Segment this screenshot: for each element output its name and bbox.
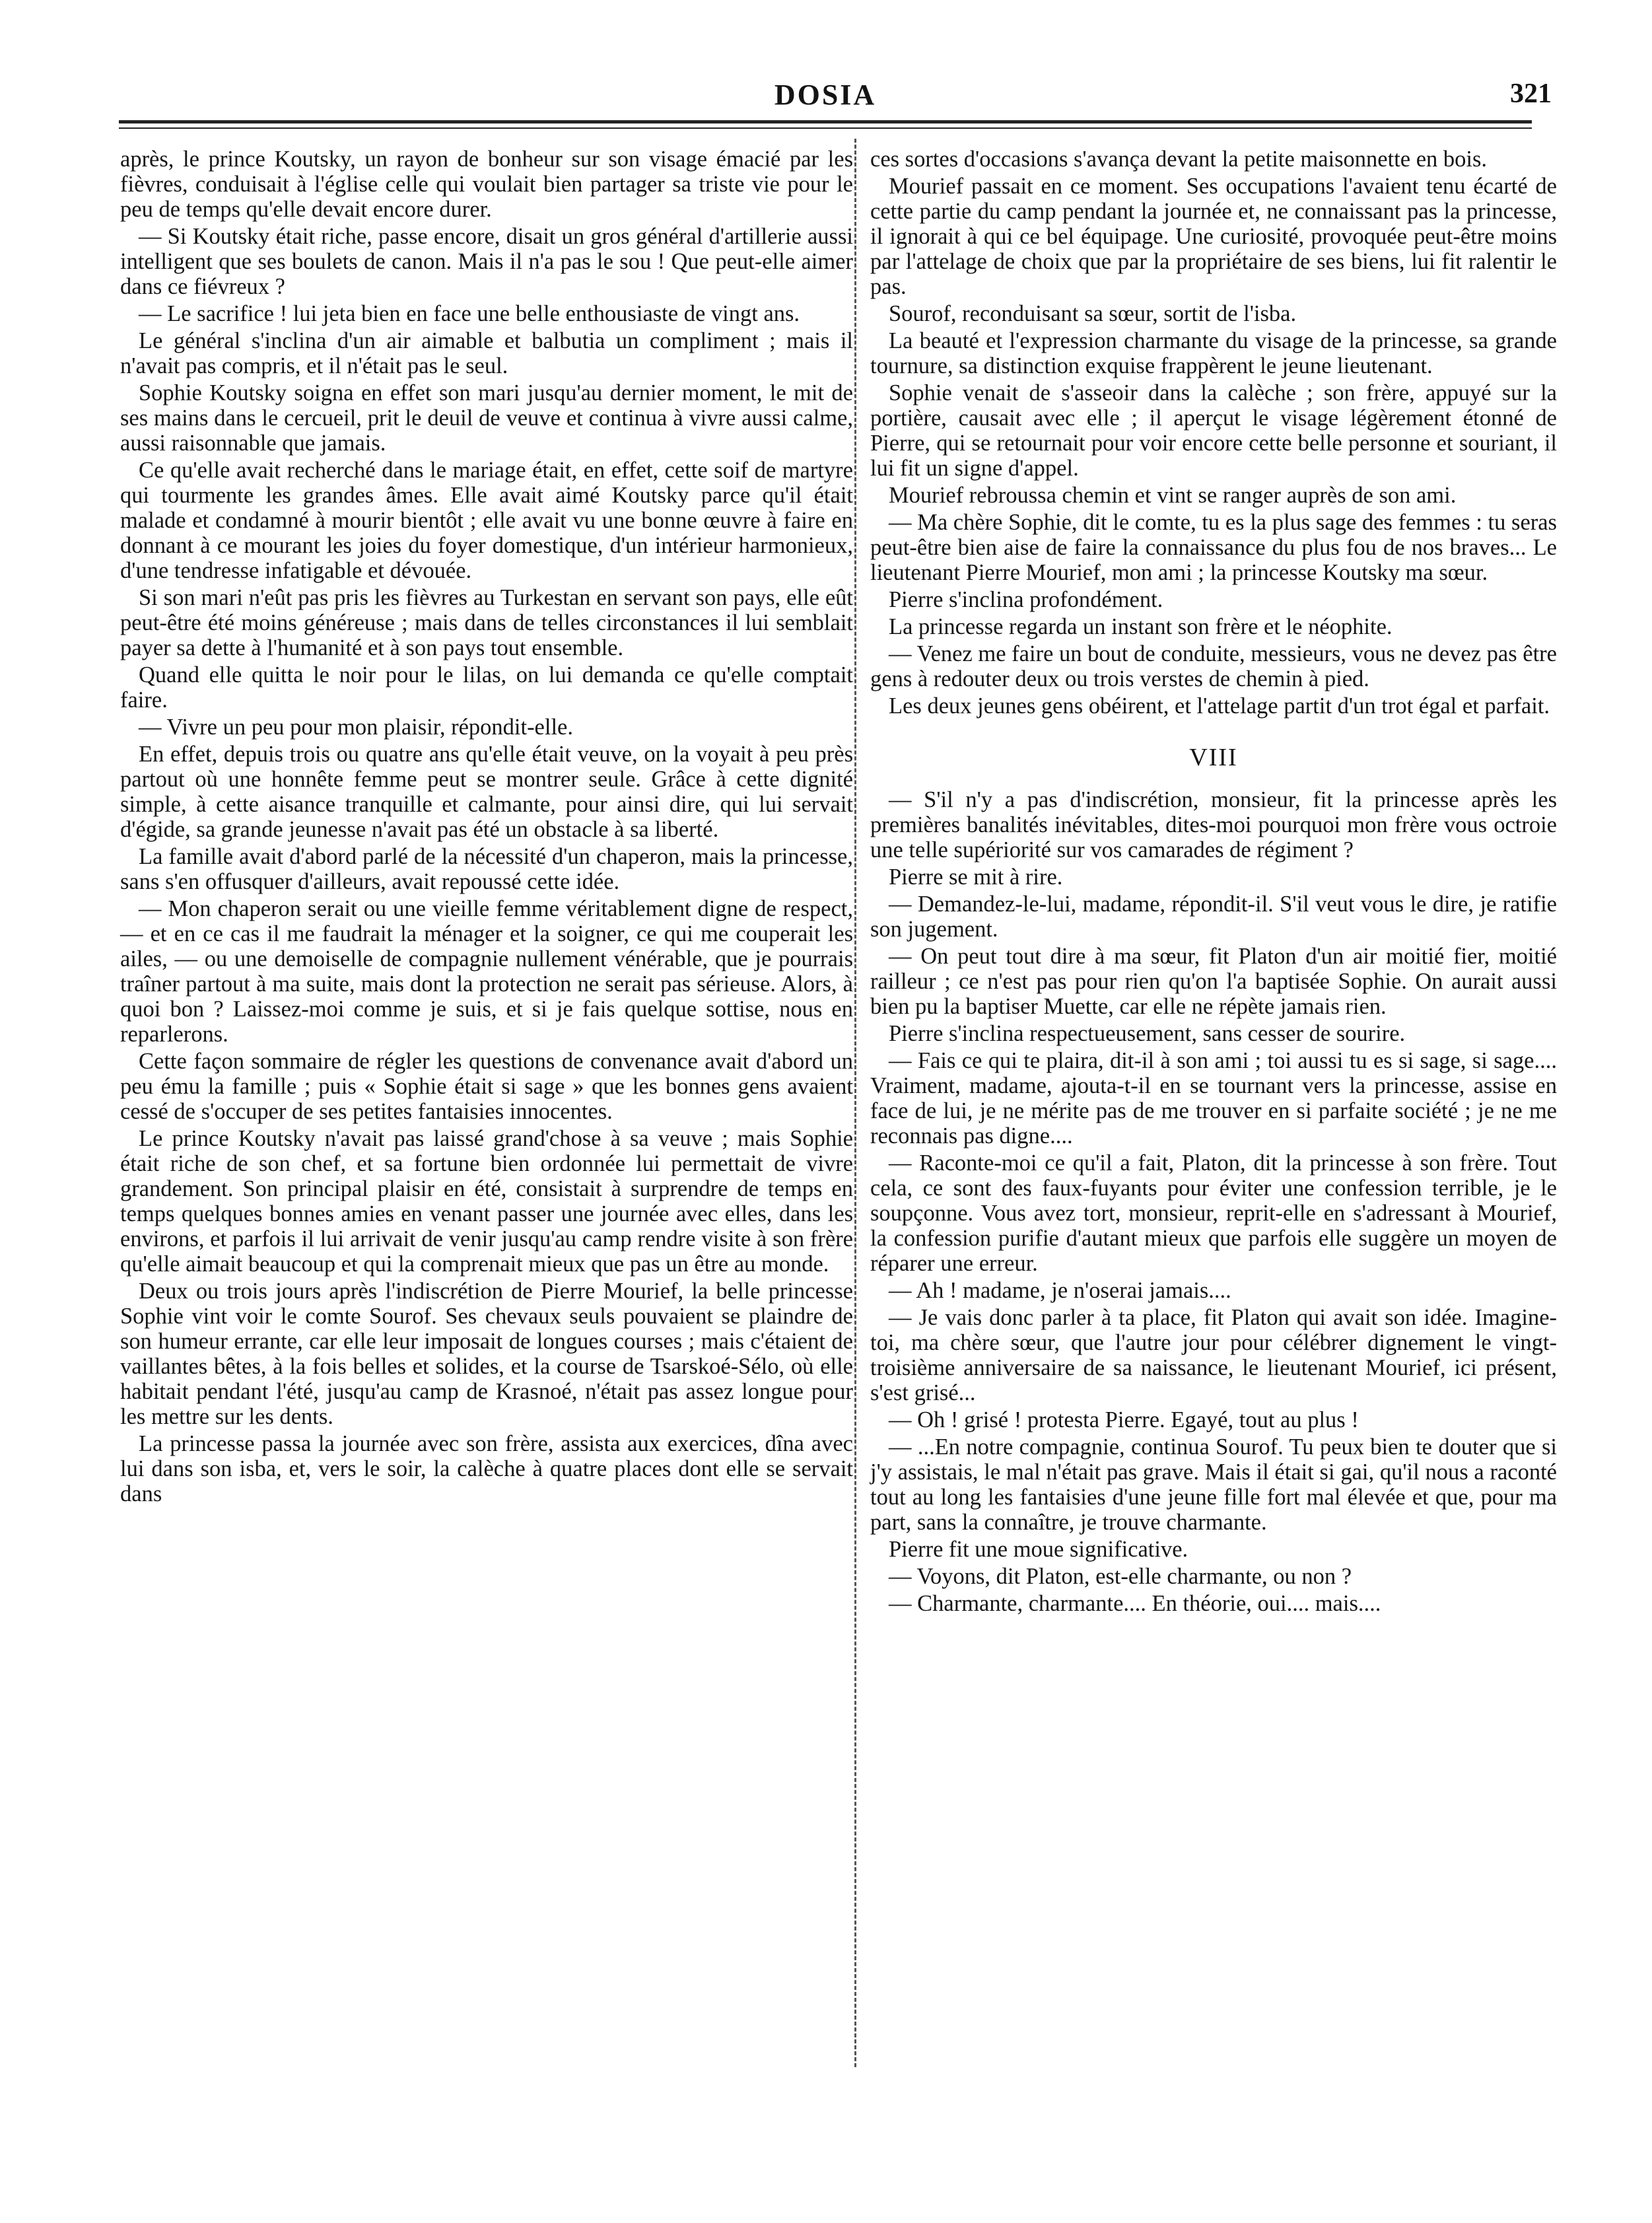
header-rule [119,120,1532,124]
paragraph: Pierre se mit à rire. [889,864,1063,890]
chapter-heading: VIII [1189,744,1238,771]
page-number: 321 [1510,79,1552,109]
paragraph: La princesse regarda un instant son frère et le néophite. [889,614,1393,639]
running-title: DOSIA [774,79,877,111]
paragraph: Sophie venait de s'asseoir dans la calèche ; son frère, appuyé sur la portière, causait avec elle ; il aperçut le visage légèrement étonné de Pierre, qui se retournait pour voir encore cette belle personne et souriant, il lui fit un signe d'appel. [870,380,1557,481]
paragraph: La famille avait d'abord parlé de la nécessité d'un chaperon, mais la princesse, sans s'en offusquer d'ailleurs, avait repoussé cette idée. [120,844,853,894]
paragraph: Le général s'inclina d'un air aimable et balbutia un compliment ; mais il n'avait pas compris, et il n'était pas le seul. [120,328,853,378]
left-column [120,147,853,1508]
paragraph: — S'il n'y a pas d'indiscrétion, monsieur, fit la princesse après les premières banalités inévitables, dites-moi pourquoi mon frère vous octroie une telle supériorité sur vos camarades de régiment ? [870,787,1557,863]
paragraph: Le prince Koutsky n'avait pas laissé grand'chose à sa veuve ; mais Sophie était riche de son chef, et sa fortune bien ordonnée lui permettait de vivre grandement. Son principal plaisir en été, consistait à surprendre de temps en temps quelques bonnes amies en venant passer une journée avec elles, dans les environs, et parfois il lui arrivait de venir jusqu'au camp rendre visite à son frère qu'elle aimait beaucoup et qui la comprenait mieux que pas un être au monde. [120,1126,853,1277]
paragraph: La princesse passa la journée avec son frère, assista aux exercices, dîna avec lui dans son isba, et, vers le soir, la calèche à quatre places dont elle se servait dans [120,1431,853,1506]
paragraph: — On peut tout dire à ma sœur, fit Platon d'un air moitié fier, moitié railleur ; ce n'est pas pour rien qu'on l'a baptisée Sophie. On aurait aussi bien pu la baptiser Muette, car elle ne répète jamais rien. [870,944,1557,1019]
paragraph: — Ma chère Sophie, dit le comte, tu es la plus sage des femmes : tu seras peut-être bien aise de faire la connaissance du plus fou de nos braves... Le lieutenant Pierre Mourief, mon ami ; la princesse Koutsky ma sœur. [870,510,1557,585]
paragraph: Si son mari n'eût pas pris les fièvres au Turkestan en servant son pays, elle eût peut-être été moins généreuse ; mais dans de telles circonstances il lui semblait payer sa dette à l'humanité et à son pays tout ensemble. [120,585,853,660]
paragraph: — Ah ! madame, je n'oserai jamais.... [889,1278,1231,1303]
paragraph: Mourief passait en ce moment. Ses occupations l'avaient tenu écarté de cette partie du camp pendant la journée et, ne connaissant pas la princesse, il ignorait à qui ce bel équipage. Une curiosité, provoquée peut-être moins par l'attelage de choix que par la propriétaire de ses biens, lui fit ralentir le pas. [870,174,1557,299]
paragraph: — Charmante, charmante.... En théorie, oui.... mais.... [889,1591,1381,1616]
paragraph: Les deux jeunes gens obéirent, et l'attelage partit d'un trot égal et parfait. [889,693,1550,719]
paragraph: après, le prince Koutsky, un rayon de bonheur sur son visage émacié par les fièvres, conduisait à l'église celle qui voulait bien partager sa triste vie pour le peu de temps qu'elle devait encore durer. [120,147,853,222]
paragraph: — Le sacrifice ! lui jeta bien en face une belle enthousiaste de vingt ans. [139,301,800,326]
paragraph: Pierre s'inclina respectueusement, sans cesser de sourire. [889,1021,1406,1046]
paragraph: Mourief rebroussa chemin et vint se ranger auprès de son ami. [889,483,1457,508]
right-column [870,147,1557,1618]
paragraph: — Voyons, dit Platon, est-elle charmante, ou non ? [889,1564,1352,1589]
paragraph: — Si Koutsky était riche, passe encore, disait un gros général d'artillerie aussi intelligent que ses boulets de canon. Mais il n'a pas le sou ! Que peut-elle aimer dans ce fiévreux ? [120,224,853,299]
paragraph: — Raconte-moi ce qu'il a fait, Platon, dit la princesse à son frère. Tout cela, ce sont des faux-fuyants pour éviter une confession terrible, je le soupçonne. Vous avez tort, monsieur, reprit-elle en s'adressant à Mourief, la confession purifie d'autant mieux que parfois elle suggère un moyen de réparer une erreur. [870,1150,1557,1276]
header-rule-thin [119,127,1532,129]
paragraph: Cette façon sommaire de régler les questions de convenance avait d'abord un peu ému la famille ; puis « Sophie était si sage » que les bonnes gens avaient cessé de s'occuper de ses petites fantaisies innocentes. [120,1049,853,1124]
paragraph: La beauté et l'expression charmante du visage de la princesse, sa grande tournure, sa distinction exquise frappèrent le jeune lieutenant. [870,328,1557,378]
paragraph: — Oh ! grisé ! protesta Pierre. Egayé, tout au plus ! [889,1407,1359,1432]
paragraph: Pierre s'inclina profondément. [889,587,1163,612]
paragraph: — Fais ce qui te plaira, dit-il à son ami ; toi aussi tu es si sage, si sage.... Vraiment, madame, ajouta-t-il en se tournant vers la princesse, assise en face de lui, je ne mérite pas de me trouver en si parfaite société ; je ne me reconnais pas digne.... [870,1048,1557,1148]
page-header [99,78,1552,124]
paragraph: Deux ou trois jours après l'indiscrétion de Pierre Mourief, la belle princesse Sophie vint voir le comte Sourof. Ses chevaux seuls pouvaient se plaindre de son humeur errante, car elle leur imposait de longues courses ; mais c'étaient de vaillantes bêtes, à la fois belles et solides, et la course de Tsarskoé-Sélo, où elle habitait pendant l'été, jusqu'au camp de Krasnoé, n'était pas assez longue pour les mettre sur les dents. [120,1279,853,1429]
paragraph: — Venez me faire un bout de conduite, messieurs, vous ne devez pas être gens à redouter deux ou trois verstes de chemin à pied. [870,641,1557,691]
paragraph: — Demandez-le-lui, madame, répondit-il. S'il veut vous le dire, je ratifie son jugement. [870,892,1557,942]
paragraph: ces sortes d'occasions s'avança devant la petite maisonnette en bois. [870,147,1488,172]
paragraph: En effet, depuis trois ou quatre ans qu'elle était veuve, on la voyait à peu près partout où une honnête femme peut se montrer seule. Grâce à cette dignité simple, à cette aisance tranquille et calmante, pour ainsi dire, qui lui servait d'égide, sa grande jeunesse n'avait pas été un obstacle à sa liberté. [120,742,853,842]
paragraph: Pierre fit une moue significative. [889,1537,1188,1562]
paragraph: Sophie Koutsky soigna en effet son mari jusqu'au dernier moment, le mit de ses mains dans le cercueil, prit le deuil de veuve et continua à vivre aussi calme, aussi raisonnable que jamais. [120,380,853,456]
paragraph: Sourof, reconduisant sa sœur, sortit de l'isba. [889,301,1297,326]
paragraph: Ce qu'elle avait recherché dans le mariage était, en effet, cette soif de martyre qui tourmente les grandes âmes. Elle avait aimé Koutsky parce qu'il était malade et condamné à mourir bientôt ; elle avait vu une bonne œuvre à faire en donnant à ce mourant les joies du foyer domestique, d'un intérieur harmonieux, d'une tendresse infatigable et dévouée. [120,458,853,583]
paragraph: Quand elle quitta le noir pour le lilas, on lui demanda ce qu'elle comptait faire. [120,662,853,713]
paragraph: — ...En notre compagnie, continua Sourof. Tu peux bien te douter que si j'y assistais, le mal n'était pas grave. Mais il était si gai, qu'il nous a raconté tout au long les fantaisies d'une jeune fille fort mal élevée et que, pour ma part, sans la connaître, je trouve charmante. [870,1434,1557,1535]
paragraph: — Je vais donc parler à ta place, fit Platon qui avait son idée. Imagine-toi, ma chère sœur, que l'autre jour pour célébrer dignement le vingt-troisième anniversaire de sa naissance, le lieutenant Mourief, ici présent, s'est grisé... [870,1305,1557,1405]
paragraph: — Mon chaperon serait ou une vieille femme véritablement digne de respect, — et en ce cas il me faudrait la ménager et la soigner, ce qui me couperait les ailes, — ou une demoiselle de compagnie nullement vénérable, que je pourrais traîner partout à ma suite, mais dont la protection ne serait pas sérieuse. Alors, à quoi bon ? Laissez-moi comme je suis, et si je fais quelque sottise, nous en reparlerons. [120,896,853,1047]
paragraph: — Vivre un peu pour mon plaisir, répondit-elle. [139,715,573,740]
column-divider [854,139,856,2067]
